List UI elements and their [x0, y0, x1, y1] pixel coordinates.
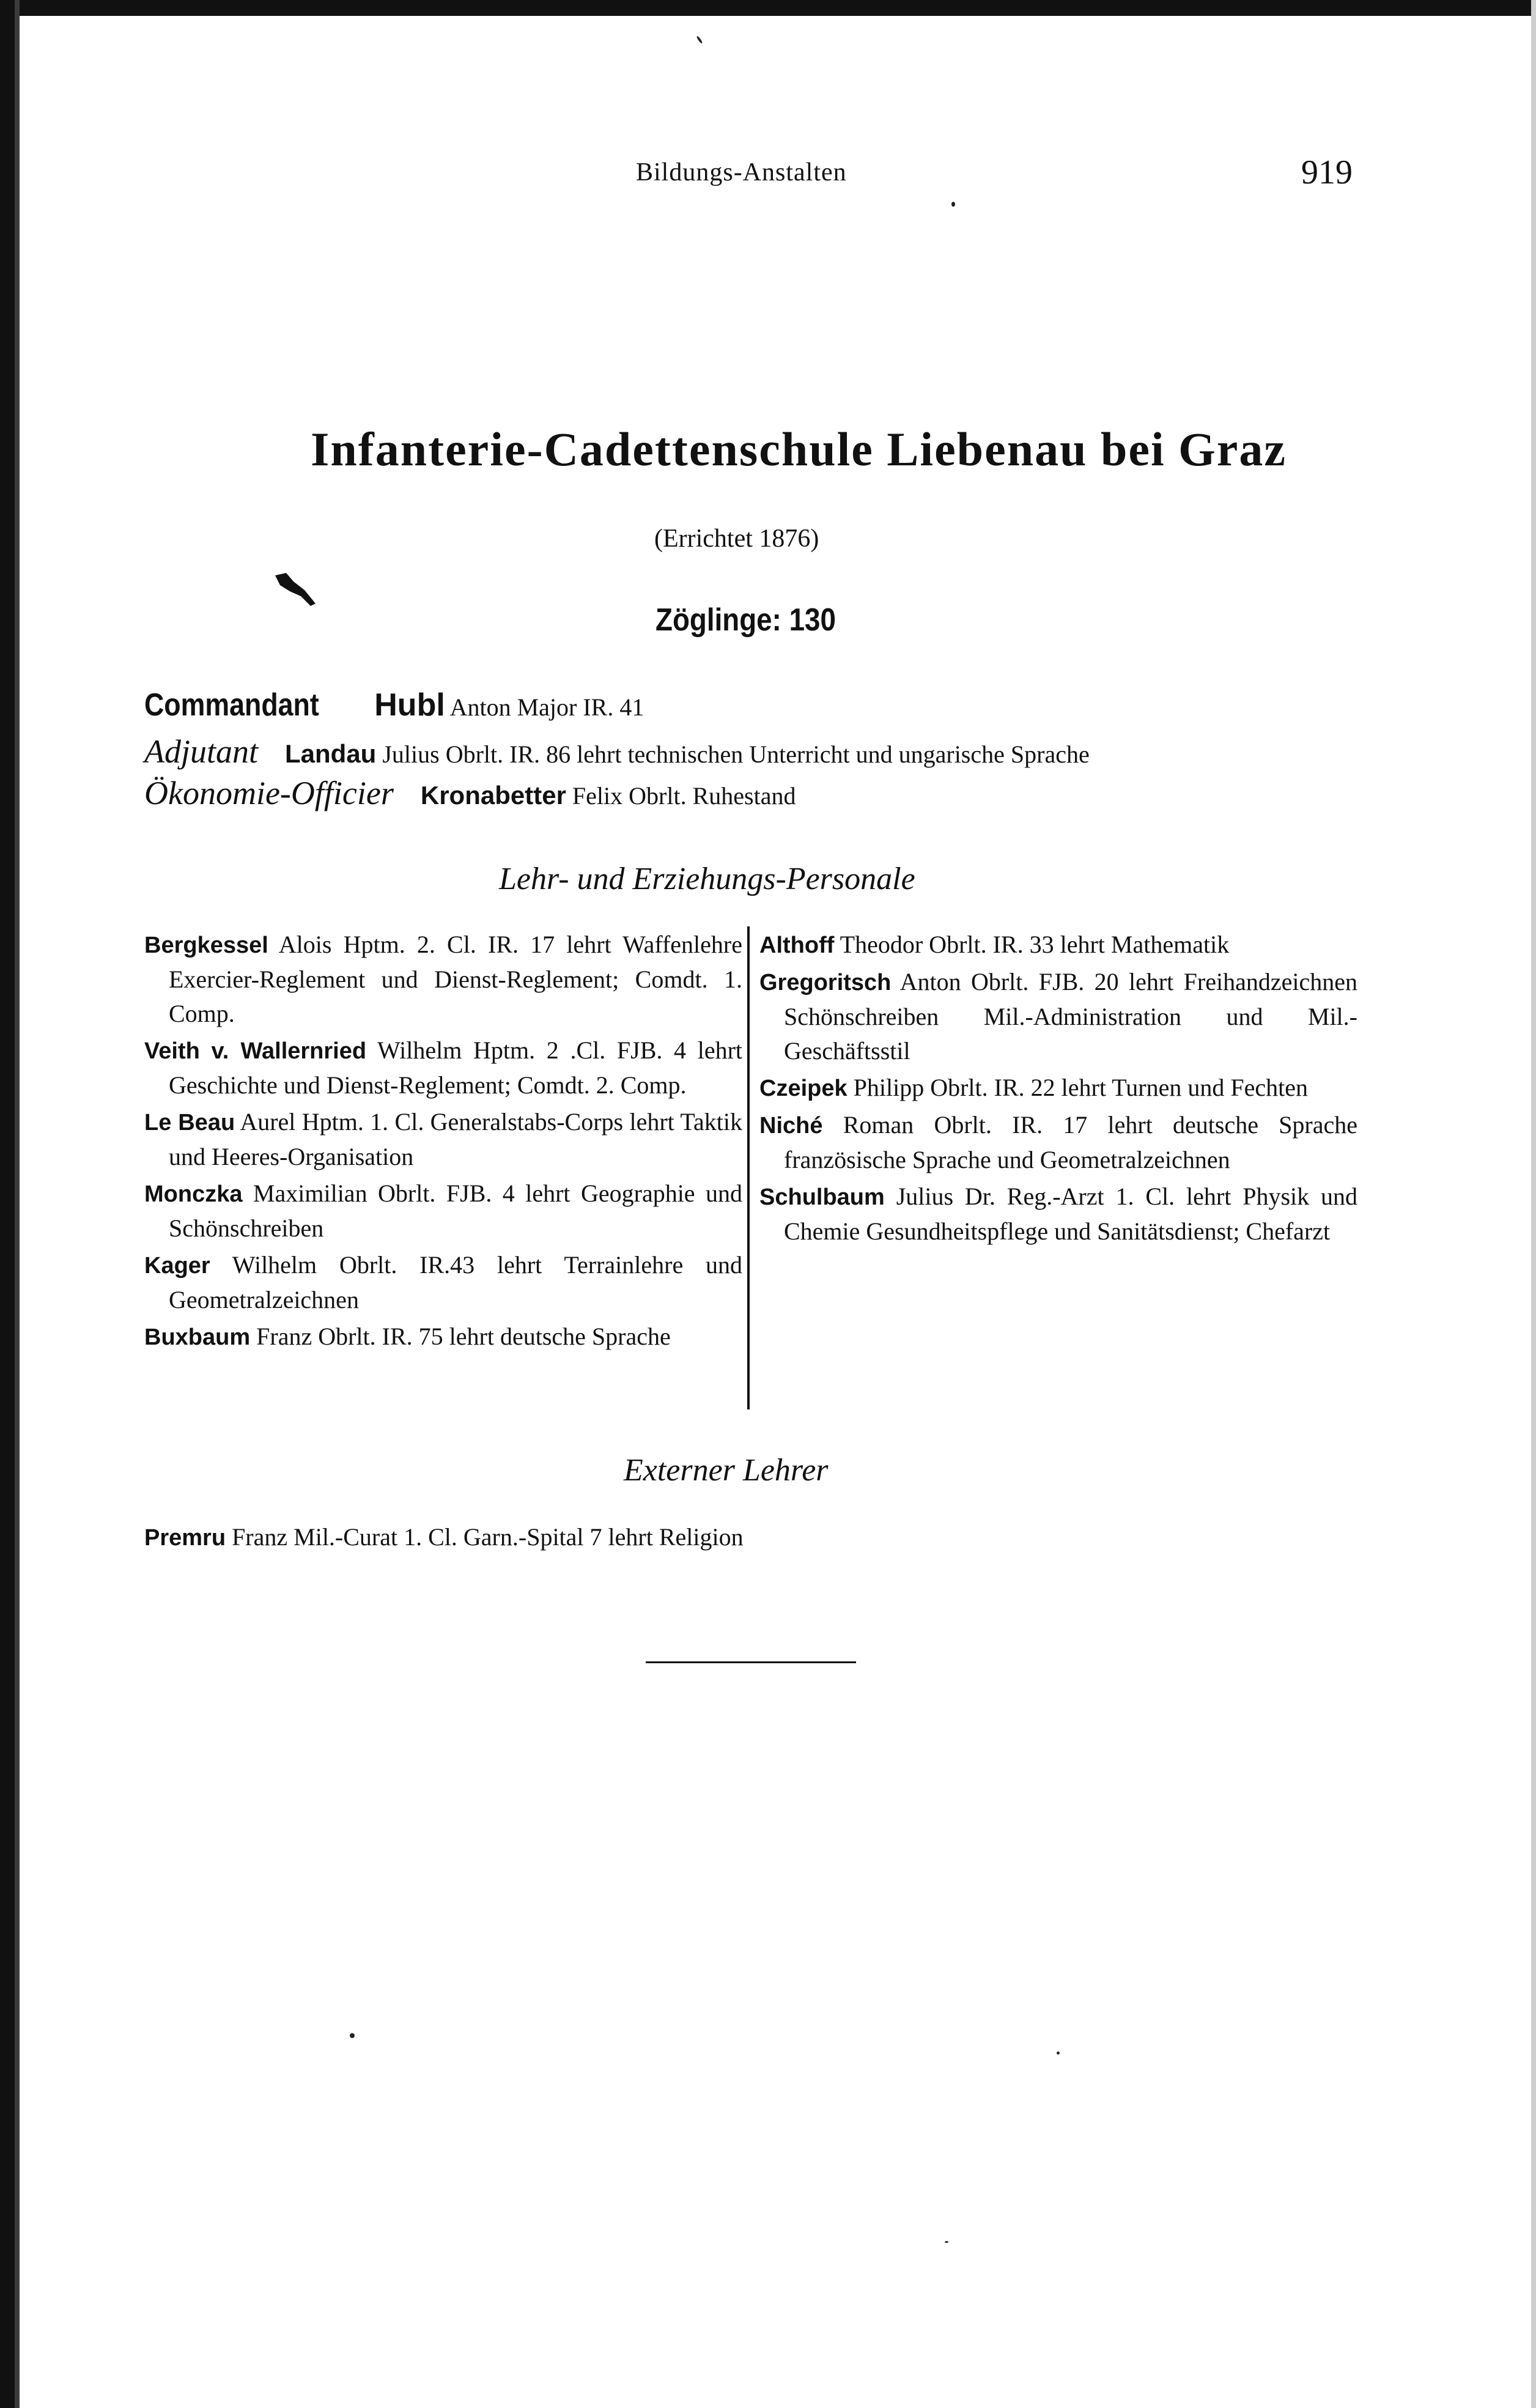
running-head: Bildungs-Anstalten [636, 158, 847, 187]
external-teacher-name: Premru [144, 1525, 226, 1551]
staff-details: Philipp Obrlt. IR. 22 lehrt Turnen und Fechten [853, 1074, 1308, 1101]
staff-column-right [759, 928, 1357, 1251]
staff-entry [759, 1108, 1357, 1177]
staff-name: Le Beau [144, 1110, 235, 1136]
staff-details: Maximilian Obrlt. FJB. 4 lehrt Geographie und Schönschreiben [169, 1180, 742, 1242]
staff-details: Wilhelm Hptm. 2 .Cl. FJB. 4 lehrt Geschichte und Dienst-Reglement; Comdt. 2. Comp. [169, 1036, 743, 1099]
page-number: 919 [1301, 153, 1353, 191]
founded-note: (Errichtet 1876) [654, 525, 819, 553]
economy-officer-details: Felix Obrlt. Ruhestand [572, 782, 796, 810]
commandant-role: Commandant [144, 687, 319, 723]
staff-entry [144, 1248, 742, 1317]
economy-officer-line [144, 774, 796, 812]
scan-edge-left [0, 0, 15, 2408]
staff-column-left [144, 928, 742, 1357]
staff-details: Franz Obrlt. IR. 75 lehrt deutsche Sprache [256, 1323, 671, 1350]
staff-name: Niché [759, 1113, 823, 1139]
speck-mark [350, 2033, 355, 2038]
commandant-details: Anton Major IR. 41 [449, 693, 644, 721]
speck-mark [945, 2241, 948, 2243]
adjutant-role: Adjutant [144, 733, 258, 770]
staff-name: Czeipek [759, 1076, 847, 1101]
staff-entry [759, 965, 1357, 1068]
staff-entry [144, 1033, 742, 1102]
adjutant-name: Landau [285, 739, 377, 768]
staff-name: Veith [144, 1038, 200, 1064]
staff-entry [144, 1320, 742, 1354]
column-divider [747, 926, 750, 1409]
staff-details: Anton Obrlt. FJB. 20 lehrt Freihandzeichnen Schönschreiben Mil.-Administration und Mil.-Geschäftsstil [784, 968, 1357, 1065]
staff-name: Althoff [759, 933, 835, 958]
closing-rule [646, 1661, 856, 1663]
staff-name: Monczka [144, 1181, 243, 1207]
staff-name: Bergkessel [144, 933, 268, 958]
staff-details: Alois Hptm. 2. Cl. IR. 17 lehrt Waffenlehre Exercier-Reglement und Dienst-Reglement; Comdt. 1. Comp. [169, 931, 742, 1027]
commandant-line [144, 687, 644, 723]
speck-mark [696, 35, 703, 44]
scan-edge-left-shadow [15, 0, 20, 2408]
staff-details: Roman Obrlt. IR. 17 lehrt deutsche Sprache französische Sprache und Geometralzeichnen [784, 1111, 1357, 1173]
staff-name: Gregoritsch [759, 970, 892, 995]
staff-name-suffix: v. Wallernried [211, 1038, 367, 1064]
staff-details: Julius Dr. Reg.-Arzt 1. Cl. lehrt Physik und Chemie Gesundheitspflege und Sanitätsdienst; Chefarzt [784, 1183, 1357, 1245]
external-teacher-heading: Externer Lehrer [624, 1453, 829, 1488]
speck-mark [951, 202, 955, 207]
scan-edge-top [0, 0, 1536, 16]
economy-officer-role: Ökonomie-Officier [144, 775, 394, 811]
staff-entry [144, 1105, 742, 1174]
staff-details: Aurel Hptm. 1. Cl. Generalstabs-Corps lehrt Taktik und Heeres-Organisation [169, 1108, 742, 1170]
external-teacher-line [144, 1523, 744, 1551]
staff-name: Kager [144, 1253, 210, 1279]
staff-details: Theodor Obrlt. IR. 33 lehrt Mathematik [840, 931, 1230, 958]
ink-blot-icon [273, 572, 318, 607]
staff-name: Schulbaum [759, 1184, 885, 1210]
staff-name: Buxbaum [144, 1324, 251, 1350]
staff-entry [144, 928, 742, 1031]
external-teacher-details: Franz Mil.-Curat 1. Cl. Garn.-Spital 7 lehrt Religion [232, 1523, 744, 1551]
page-title: Infanterie-Cadettenschule Liebenau bei Graz [311, 423, 1287, 476]
adjutant-line [144, 733, 1090, 770]
commandant-name: Hubl [374, 687, 445, 723]
staff-entry [759, 928, 1357, 962]
scan-edge-right [1531, 0, 1536, 2408]
pupil-count: Zöglinge: 130 [655, 602, 836, 638]
adjutant-details: Julius Obrlt. IR. 86 lehrt technischen Unterricht und ungarische Sprache [382, 740, 1090, 768]
staff-entry [759, 1071, 1357, 1106]
teaching-staff-heading: Lehr- und Erziehungs-Personale [499, 862, 915, 896]
speck-mark [1057, 2052, 1060, 2055]
staff-entry [144, 1176, 742, 1246]
staff-details: Wilhelm Obrlt. IR.43 lehrt Terrainlehre und Geometralzeichnen [169, 1251, 742, 1313]
staff-entry [759, 1180, 1357, 1249]
economy-officer-name: Kronabetter [420, 781, 566, 810]
